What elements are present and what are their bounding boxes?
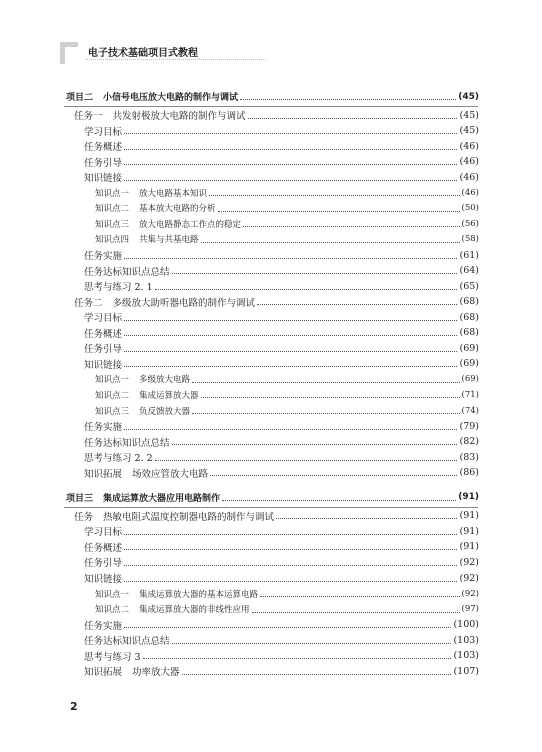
toc-entry-title [84,341,122,355]
toc-entry-subtitle: 放大电路基本知识 [139,188,208,199]
toc-section-entry[interactable] [0,434,542,449]
toc-entry-subtitle: 功率放大器 [132,667,180,679]
toc-entry-title [84,155,122,169]
toc-entry-subtitle: 多级放大电路 [139,375,191,386]
toc-page-ref: (71) [461,389,479,400]
toc-knowledge-point-entry[interactable] [0,387,542,402]
toc-entry-subtitle: 多级放大助听器电路的制作与调试 [112,297,256,309]
toc-entry-subtitle: 共发射极放大电路的制作与调试 [112,111,246,123]
toc-section-entry[interactable] [0,571,542,586]
toc-entry-label: 学习目标 [84,527,123,539]
toc-page-ref: (56) [461,218,479,229]
toc-page-ref: (68) [459,311,479,323]
toc-entry-title [95,233,199,245]
toc-leader-dots [124,335,457,336]
toc-project-entry[interactable] [0,490,542,505]
toc-task-entry[interactable] [0,294,542,309]
toc-page-ref: (100) [453,619,479,631]
toc-entry-subtitle: 共集与共基电路 [139,235,199,246]
toc-leader-dots [124,429,457,430]
toc-leader-dots [124,133,457,134]
toc-leader-dots [248,118,458,119]
toc-entry-title [66,90,238,103]
toc-leader-dots [124,351,457,352]
toc-leader-dots [192,413,460,414]
toc-section-entry[interactable] [0,633,542,648]
toc-page-ref: (107) [453,665,479,677]
toc-entry-title [95,373,190,385]
toc-page-ref: (83) [459,451,479,463]
toc-leader-dots [124,565,457,566]
toc-leader-dots [260,596,460,597]
toc-entry-title [84,540,122,554]
toc-leader-dots [252,612,460,613]
toc-entry-subtitle: 基本放大电路的分析 [139,204,216,215]
toc-entry-title [84,248,122,262]
toc-leader-dots [243,226,460,227]
toc-entry-label: 任务 [74,511,94,523]
toc-page-ref: (46) [459,156,479,168]
toc-page-ref: (74) [461,405,479,416]
toc-section-entry[interactable] [0,310,542,325]
toc-leader-dots [124,320,457,321]
toc-entry-title [95,187,207,199]
toc-task-entry[interactable] [0,508,542,523]
header-underline [86,59,266,60]
toc-entry-title [84,664,180,678]
toc-page-ref: (68) [459,296,479,308]
toc-entry-subtitle: 集成运算放大器 [139,390,199,401]
toc-leader-dots [201,242,460,243]
toc-knowledge-point-entry[interactable] [0,232,542,247]
toc-leader-dots [192,382,460,383]
toc-entry-subtitle: 场效应管放大电路 [132,468,209,480]
toc-entry-label: 知识链接 [84,359,123,371]
toc-leader-dots [201,397,460,398]
toc-entry-title [84,124,122,138]
toc-leader-dots [210,475,457,476]
toc-page-ref: (91) [459,510,479,522]
toc-page-ref: (50) [461,203,479,214]
toc-leader-dots [240,99,456,100]
toc-page-ref: (91) [458,492,479,503]
toc-leader-dots [172,273,458,274]
toc-page-ref: (86) [459,467,479,479]
toc-section-entry[interactable] [0,341,542,356]
toc-page-ref: (69) [459,358,479,370]
toc-entry-subtitle: 集成运算放大器的基本运算电路 [139,589,259,600]
toc-leader-dots [222,500,456,501]
toc-entry-label: 任务概述 [84,542,123,554]
toc-entry-label: 任务实施 [84,251,123,262]
header-corner-mark [60,42,78,64]
toc-entry-label: 任务引导 [84,558,123,570]
toc-entry-label: 知识拓展 [84,468,123,480]
toc-entry-label: 思考与练习 2. 2 [84,453,153,465]
toc-page-ref: (46) [461,187,479,198]
toc-entry-label: 知识点四 [95,235,130,246]
toc-knowledge-point-entry[interactable] [0,216,542,231]
toc-entry-title [84,633,170,647]
toc-page-ref: (79) [459,420,479,432]
toc-section-entry[interactable] [0,664,542,679]
toc-section-entry[interactable] [0,419,542,434]
toc-entry-label: 知识点一 [95,375,130,386]
toc-entry-label: 任务一 [74,111,103,123]
toc-entry-label: 知识链接 [84,574,123,585]
toc-entry-title [84,419,122,433]
toc-leader-dots [124,258,457,259]
toc-section-entry[interactable] [0,465,542,480]
toc-entry-label: 任务引导 [84,157,123,169]
toc-entry-label: 知识拓展 [84,667,123,679]
toc-leader-dots [124,581,457,582]
toc-entry-label: 任务二 [74,297,103,309]
toc-entry-title [95,218,241,230]
toc-entry-title [95,389,199,401]
toc-page-ref: (97) [461,604,479,615]
toc-page-ref: (45) [458,91,479,102]
toc-entry-label: 任务达标知识点总结 [84,266,170,278]
toc-entry-label: 学习目标 [84,126,123,138]
toc-entry-subtitle: 放大电路静态工作点的稳定 [139,219,242,230]
toc-leader-dots [124,366,457,367]
toc-entry-title [84,649,141,663]
toc-entry-label: 任务达标知识点总结 [84,437,170,449]
toc-leader-dots [172,444,458,445]
toc-entry-title [84,524,122,538]
toc-entry-label: 知识点三 [95,406,130,417]
toc-page-ref: (68) [459,327,479,339]
toc-section-entry[interactable] [0,450,542,465]
toc-leader-dots [172,643,452,644]
toc-leader-dots [209,195,460,196]
toc-leader-dots [155,289,458,290]
toc-section-entry[interactable] [0,154,542,169]
toc-knowledge-point-entry[interactable] [0,185,542,200]
toc-section-entry[interactable] [0,248,542,263]
toc-page-ref: (45) [459,125,479,137]
toc-page-ref: (92) [459,572,479,584]
toc-entry-title [84,555,122,569]
toc-entry-title [84,357,122,371]
toc-entry-label: 任务达标知识点总结 [84,636,170,648]
toc-section-entry[interactable] [0,648,542,663]
toc-entry-title [84,264,170,278]
toc-leader-dots [218,211,460,212]
running-header-title: 电子技术基础项目式教程 [88,48,198,59]
toc-entry-title [66,491,220,504]
toc-section-entry[interactable] [0,524,542,539]
page-number: 2 [70,700,78,713]
toc-entry-label: 思考与练习 3 [84,651,141,663]
toc-entry-subtitle: 集成运算放大器的非线性应用 [139,605,250,616]
toc-section-entry[interactable] [0,123,542,138]
toc-entry-label: 任务引导 [84,344,123,356]
toc-page-ref: (69) [459,342,479,354]
toc-entry-title [84,279,153,293]
toc-entry-label: 任务实施 [84,422,123,434]
toc-page-ref: (45) [459,109,479,121]
toc-section-entry[interactable] [0,539,542,554]
toc-page-ref: (91) [459,525,479,537]
toc-leader-dots [143,658,452,659]
toc-entry-title [84,139,122,153]
toc-section-entry[interactable] [0,170,542,185]
toc-entry-title [74,509,274,523]
toc-knowledge-point-entry[interactable] [0,602,542,617]
toc-entry-label: 任务概述 [84,328,123,340]
toc-section-entry[interactable] [0,555,542,570]
toc-entry-title [84,618,122,632]
toc-section-entry[interactable] [0,325,542,340]
toc-section-entry[interactable] [0,617,542,632]
toc-leader-dots [124,164,457,165]
toc-entry-label: 项目三 [66,493,94,504]
toc-entry-subtitle: 热敏电阻式温度控制器电路的制作与调试 [103,511,275,523]
toc-leader-dots [124,534,457,535]
toc-entry-title [84,326,122,340]
toc-entry-label: 知识点二 [95,204,130,215]
toc-section-entry[interactable] [0,263,542,278]
toc-leader-dots [182,674,452,675]
toc-entry-label: 知识链接 [84,173,123,185]
toc-leader-dots [124,549,457,550]
toc-entry-title [84,170,122,184]
toc-page-ref: (91) [459,541,479,553]
toc-page-ref: (58) [461,234,479,245]
toc-knowledge-point-entry[interactable] [0,586,542,601]
toc-page-ref: (46) [459,171,479,183]
toc-entry-label: 知识点一 [95,589,130,600]
toc-knowledge-point-entry[interactable] [0,372,542,387]
toc-entry-title [84,450,153,464]
toc-entry-label: 项目二 [66,93,94,103]
toc-page-ref: (82) [459,436,479,448]
toc-entry-subtitle: 小信号电压放大电路的制作与调试 [103,93,239,103]
toc-page-ref: (61) [459,249,479,261]
toc-page-ref: (92) [459,556,479,568]
toc-entry-title [74,108,246,122]
toc-entry-title [84,310,122,324]
toc-knowledge-point-entry[interactable] [0,201,542,216]
toc-entry-title [95,405,190,417]
toc-leader-dots [155,460,458,461]
toc-task-entry[interactable] [0,108,542,123]
toc-leader-dots [257,304,457,305]
toc-section-entry[interactable] [0,139,542,154]
toc-project-entry[interactable] [0,89,542,104]
toc-entry-title [95,588,258,600]
toc-entry-label: 知识点二 [95,605,130,616]
toc-entry-label: 知识点二 [95,390,130,401]
toc-entry-label: 任务概述 [84,142,123,154]
toc-entry-label: 任务实施 [84,620,123,632]
toc-leader-dots [276,518,457,519]
toc-entry-title [84,466,208,480]
toc-leader-dots [124,149,457,150]
toc-entry-subtitle: 集成运算放大器应用电路制作 [103,493,221,504]
toc-page-ref: (92) [461,588,479,599]
toc-section-entry[interactable] [0,356,542,371]
toc-page-ref: (64) [459,265,479,277]
toc-page-ref: (103) [453,634,479,646]
toc-knowledge-point-entry[interactable] [0,403,542,418]
toc-entry-label: 思考与练习 2. 1 [84,282,153,294]
toc-entry-title [84,435,170,449]
toc-entry-label: 知识点三 [95,219,130,230]
toc-entry-label: 知识点一 [95,188,130,199]
toc-page-ref: (46) [459,140,479,152]
toc-entry-title [95,202,216,214]
toc-leader-dots [124,180,457,181]
toc-page-ref: (103) [453,650,479,662]
toc-section-entry[interactable] [0,279,542,294]
toc-page-ref: (65) [459,280,479,292]
toc-entry-label: 学习目标 [84,313,123,325]
toc-leader-dots [124,627,451,628]
toc-entry-subtitle: 负反馈放大器 [139,406,191,417]
toc-entry-title [84,571,122,585]
toc-entry-title [95,603,250,615]
toc-page-ref: (69) [461,374,479,385]
toc-entry-title [74,295,255,309]
